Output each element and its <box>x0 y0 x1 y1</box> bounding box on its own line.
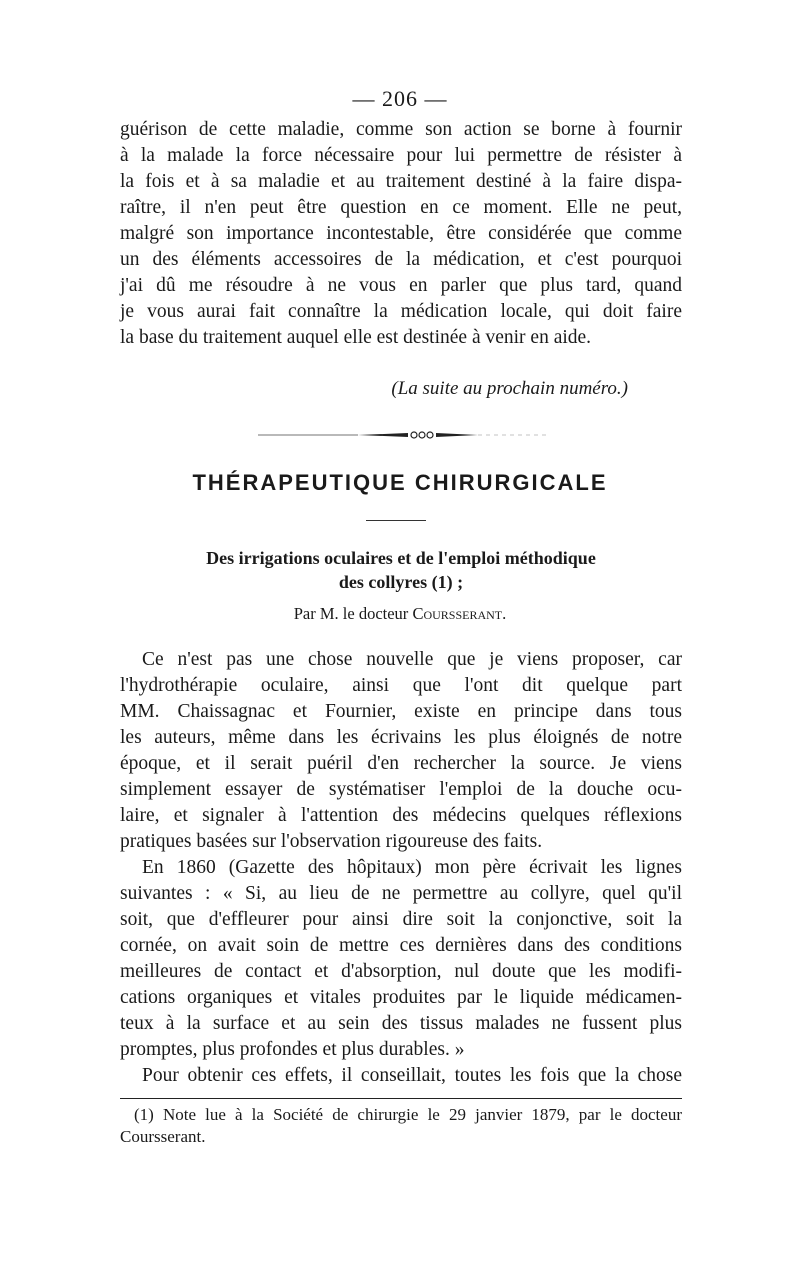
text-line: la fois et à sa maladie et au traitement destiné à la faire dispa- <box>120 171 682 192</box>
text-line: raître, il n'en peut être question en ce moment. Elle ne peut, <box>120 197 682 218</box>
text-line: époque, et il serait puéril d'en rechercher la source. Je viens <box>120 753 682 774</box>
text-line: meilleures de contact et d'absorption, nul doute que les modifi- <box>120 961 682 982</box>
text-line: En 1860 (Gazette des hôpitaux) mon père écrivait les lignes <box>142 857 682 878</box>
to-be-continued-note: (La suite au prochain numéro.) <box>391 378 628 399</box>
byline <box>0 604 800 624</box>
footnote-rule <box>120 1098 682 1099</box>
text-line: cornée, on avait soin de mettre ces dernières dans des conditions <box>120 935 682 956</box>
ornamental-divider <box>258 428 548 442</box>
article-title-line: des collyres (1) ; <box>338 572 464 592</box>
text-line: MM. Chaissagnac et Fournier, existe en principe dans tous <box>120 701 682 722</box>
section-title: THÉRAPEUTIQUE CHIRURGICALE <box>192 470 608 495</box>
body-paragraph-2 <box>120 855 682 1063</box>
text-line: cations organiques et vitales produites par le liquide médicamen- <box>120 987 682 1008</box>
footnote-line: Coursserant. <box>120 1127 206 1146</box>
text-line: j'ai dû me résoudre à ne vous en parler que plus tard, quand <box>120 275 682 296</box>
text-line: la base du traitement auquel elle est destinée à venir en aide. <box>120 327 592 348</box>
text-line: malgré son importance incontestable, être considérée que comme <box>120 223 682 244</box>
text-line: simplement essayer de systématiser l'emploi de la douche ocu- <box>120 779 682 800</box>
text-line: suivantes : « Si, au lieu de ne permettre au collyre, quel qu'il <box>120 883 682 904</box>
text-line: laire, et signaler à l'attention des médecins quelques réflexions <box>120 805 682 826</box>
article-title <box>120 546 682 594</box>
text-line: Pour obtenir ces effets, il conseillait, toutes les fois que la chose <box>142 1065 682 1086</box>
byline-author: Coursserant. <box>412 604 507 623</box>
text-line: pratiques basées sur l'observation rigoureuse des faits. <box>120 831 543 852</box>
footnote <box>120 1104 682 1148</box>
text-line: à la malade la force nécessaire pour lui permettre de résister à <box>120 145 682 166</box>
text-line: promptes, plus profondes et plus durables. » <box>120 1039 465 1060</box>
text-line: je vous aurai fait connaître la médication locale, qui doit faire <box>120 301 682 322</box>
text-line: guérison de cette maladie, comme son action se borne à fournir <box>120 119 682 140</box>
title-rule <box>366 520 426 521</box>
byline-prefix: Par M. le docteur <box>293 604 409 623</box>
body-paragraph-1 <box>120 647 682 855</box>
text-line: Ce n'est pas une chose nouvelle que je viens proposer, car <box>142 649 682 670</box>
footnote-line: (1) Note lue à la Société de chirurgie le 29 janvier 1879, par le docteur <box>134 1105 682 1124</box>
text-line: les auteurs, même dans les écrivains les plus éloignés de notre <box>120 727 682 748</box>
text-line: soit, que d'effleurer pour ainsi dire soit la conjonctive, soit la <box>120 909 682 930</box>
article-title-line: Des irrigations oculaires et de l'emploi méthodique <box>206 548 596 568</box>
page-number: — 206 — <box>352 86 448 111</box>
text-line: teux à la surface et au sein des tissus malades ne fussent plus <box>120 1013 682 1034</box>
text-line: l'hydrothérapie oculaire, ainsi que l'ont dit quelque part <box>120 675 682 696</box>
text-line: un des éléments accessoires de la médication, et c'est pourquoi <box>120 249 682 270</box>
continuation-paragraph <box>120 117 682 351</box>
body-paragraph-3 <box>120 1063 682 1089</box>
